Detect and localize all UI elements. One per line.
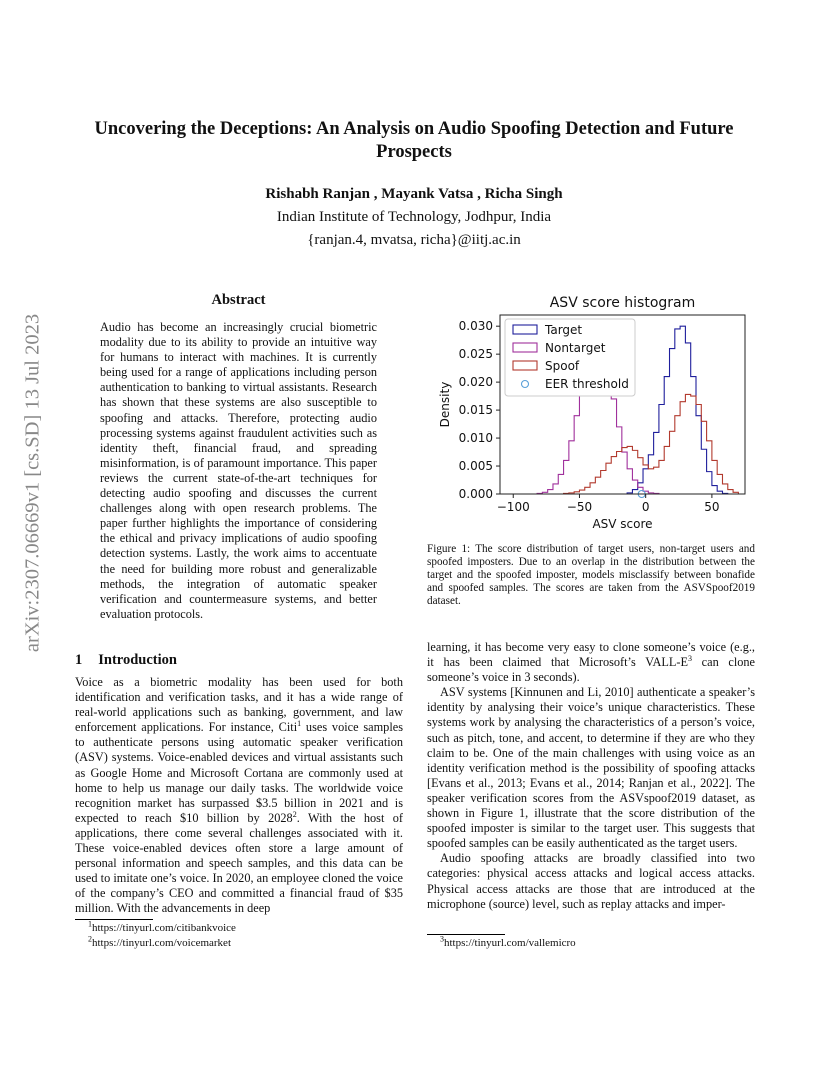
footnote-marker: 1 xyxy=(88,919,92,929)
x-tick-label: 50 xyxy=(704,500,720,514)
footnote-rule xyxy=(427,934,505,935)
legend-label: Nontarget xyxy=(545,341,606,355)
figure-caption: Figure 1: The score distribution of target users, non-target users and spoofed imposters. Due to an overlap in the distribution between the target and the spoofed imposter, models misclassify between bonafide and spoofed samples. The scores are taken from the ASVSpoof2019 dataset. xyxy=(427,543,755,608)
introduction-paragraph xyxy=(75,675,403,917)
x-tick-label: 0 xyxy=(641,500,650,514)
x-tick-label: −100 xyxy=(496,500,530,514)
author-list: Rishabh Ranjan , Mayank Vatsa , Richa Singh xyxy=(265,186,563,202)
y-tick-label: 0.005 xyxy=(458,459,493,474)
footnote-marker: 1 xyxy=(297,719,302,729)
footnote-rule xyxy=(75,919,153,920)
paragraph: ASV systems [Kinnunen and Li, 2010] authenticate a speaker’s identity by analysing their voice’s unique characteristics. These systems work by analysing the characteristics of a person’s voice, such as pitch, tone, and accent, to determine if they are who they claim to be. One of the main challenges with using voice as an identity verification method is the possibility of spoofing attacks [Evans et al., 2013; Evans et al., 2014; Ranjan et al., 2022]. The speaker verification scores from the ASVspoof2019 dataset, as shown in Figure 1, illustrate that the score distribution of the spoofed imposter is similar to the target user. This suggests that spoofed samples can be easily authenticated as the target users. xyxy=(427,685,755,851)
footnote-url[interactable]: https://tinyurl.com/citibankvoice xyxy=(92,922,236,934)
footnote-marker: 3 xyxy=(688,654,692,663)
paragraph: Audio spoofing attacks are broadly classified into two categories: physical access attacks and logical access attacks. Physical access attacks are those that are introduced at the microphone (source) level, such as replay attacks and imper- xyxy=(427,851,755,911)
section-title: Introduction xyxy=(98,652,177,668)
x-axis-label: ASV score xyxy=(592,517,653,531)
section-number: 1 xyxy=(75,652,83,668)
footnote-marker: 2 xyxy=(292,809,297,819)
arxiv-sidebar xyxy=(15,298,51,668)
intro-text-part: . With the host of applications, there come several challenges associated with it. These voice-enabled devices often store a large amount of personal information and speech samples, and this data can be used to imitate one’s voice. In 2020, an employee cloned the voice of the company’s CEO and committed a financial fraud of $35 million. With the advancements in deep xyxy=(75,810,403,916)
right-column-text xyxy=(427,640,755,912)
footnote-marker: 3 xyxy=(440,934,444,944)
chart-title: ASV score histogram xyxy=(549,295,696,311)
text-part: can clone someone’s voice in 3 seconds). xyxy=(427,655,755,685)
abstract-heading: Abstract xyxy=(211,292,266,308)
paragraph xyxy=(427,640,755,685)
paper-title: Uncovering the Deceptions: An Analysis on Audio Spoofing Detection and Future Prospects xyxy=(94,119,734,162)
asv-score-histogram xyxy=(425,287,755,532)
author-name: Richa Singh xyxy=(484,186,563,202)
section-heading-introduction xyxy=(75,652,177,669)
y-tick-label: 0.025 xyxy=(458,347,493,362)
footnote xyxy=(88,919,236,934)
affiliation: Indian Institute of Technology, Jodhpur, India xyxy=(276,209,552,225)
footnote-marker: 2 xyxy=(88,934,92,944)
text-part: learning, it has become very easy to clone someone’s voice (e.g., it has been claimed that Microsoft’s VALL-E xyxy=(427,640,755,670)
x-tick-label: −50 xyxy=(566,500,593,514)
footnote-url[interactable]: https://tinyurl.com/vallemicro xyxy=(444,937,576,949)
y-tick-label: 0.000 xyxy=(458,487,493,501)
legend-label: Target xyxy=(545,323,583,337)
y-tick-label: 0.020 xyxy=(458,375,493,390)
y-tick-label: 0.010 xyxy=(458,431,493,446)
intro-text-part: uses voice samples to authenticate persons using automatic speaker verification (ASV) systems. Voice-enabled devices and virtual assistants such as Google Home and Microsoft Cortana are commonly used at home to help us manage our daily tasks. The worldwide voice recognition market has surpassed $3.5 billion in 2021 and is expected to reach $10 billion by 2028 xyxy=(75,720,403,825)
author-emails: {ranjan.4, mvatsa, richa}@iitj.ac.in xyxy=(307,232,521,248)
author-name: Rishabh Ranjan xyxy=(265,186,371,202)
footnote xyxy=(88,934,231,949)
legend-label: EER threshold xyxy=(545,377,629,391)
author-name: Mayank Vatsa xyxy=(381,186,474,202)
y-tick-label: 0.015 xyxy=(458,403,493,418)
footnote-url[interactable]: https://tinyurl.com/voicemarket xyxy=(92,937,231,949)
intro-text-part: Voice as a biometric modality has been used for both identification and verification tasks, and it has a wide range of real-world applications such as banking, government, and law enforcement applications. For instance, Citi xyxy=(75,675,403,735)
legend-label: Spoof xyxy=(545,359,580,373)
series-line-target xyxy=(627,326,728,494)
y-axis-label: Density xyxy=(438,381,452,428)
y-tick-label: 0.030 xyxy=(458,319,493,334)
abstract-text: Audio has become an increasingly crucial biometric modality due to its ability to provide an intuitive way for humans to interact with machines. It is currently being used for a range of applications including person authentication to banking to virtual assistants. Research has shown that these systems are also susceptible to spoofing and attacks. Therefore, protecting audio processing systems against fraudulent activities such as identity theft, financial fraud, and spreading misinformation, is of paramount importance. This paper reviews the current state-of-the-art techniques for detecting audio spoofing and discusses the current challenges along with open research problems. The paper further highlights the importance of considering the ethical and privacy implications of audio spoofing detection systems. Lastly, the work aims to accentuate the need for building more robust and generalizable methods, the integration of automatic speaker verification and countermeasure systems, and better evaluation protocols. xyxy=(100,320,377,621)
footnote xyxy=(440,934,576,949)
arxiv-identifier: arXiv:2307.06669v1 [cs.SD] 13 Jul 2023 xyxy=(21,313,44,653)
